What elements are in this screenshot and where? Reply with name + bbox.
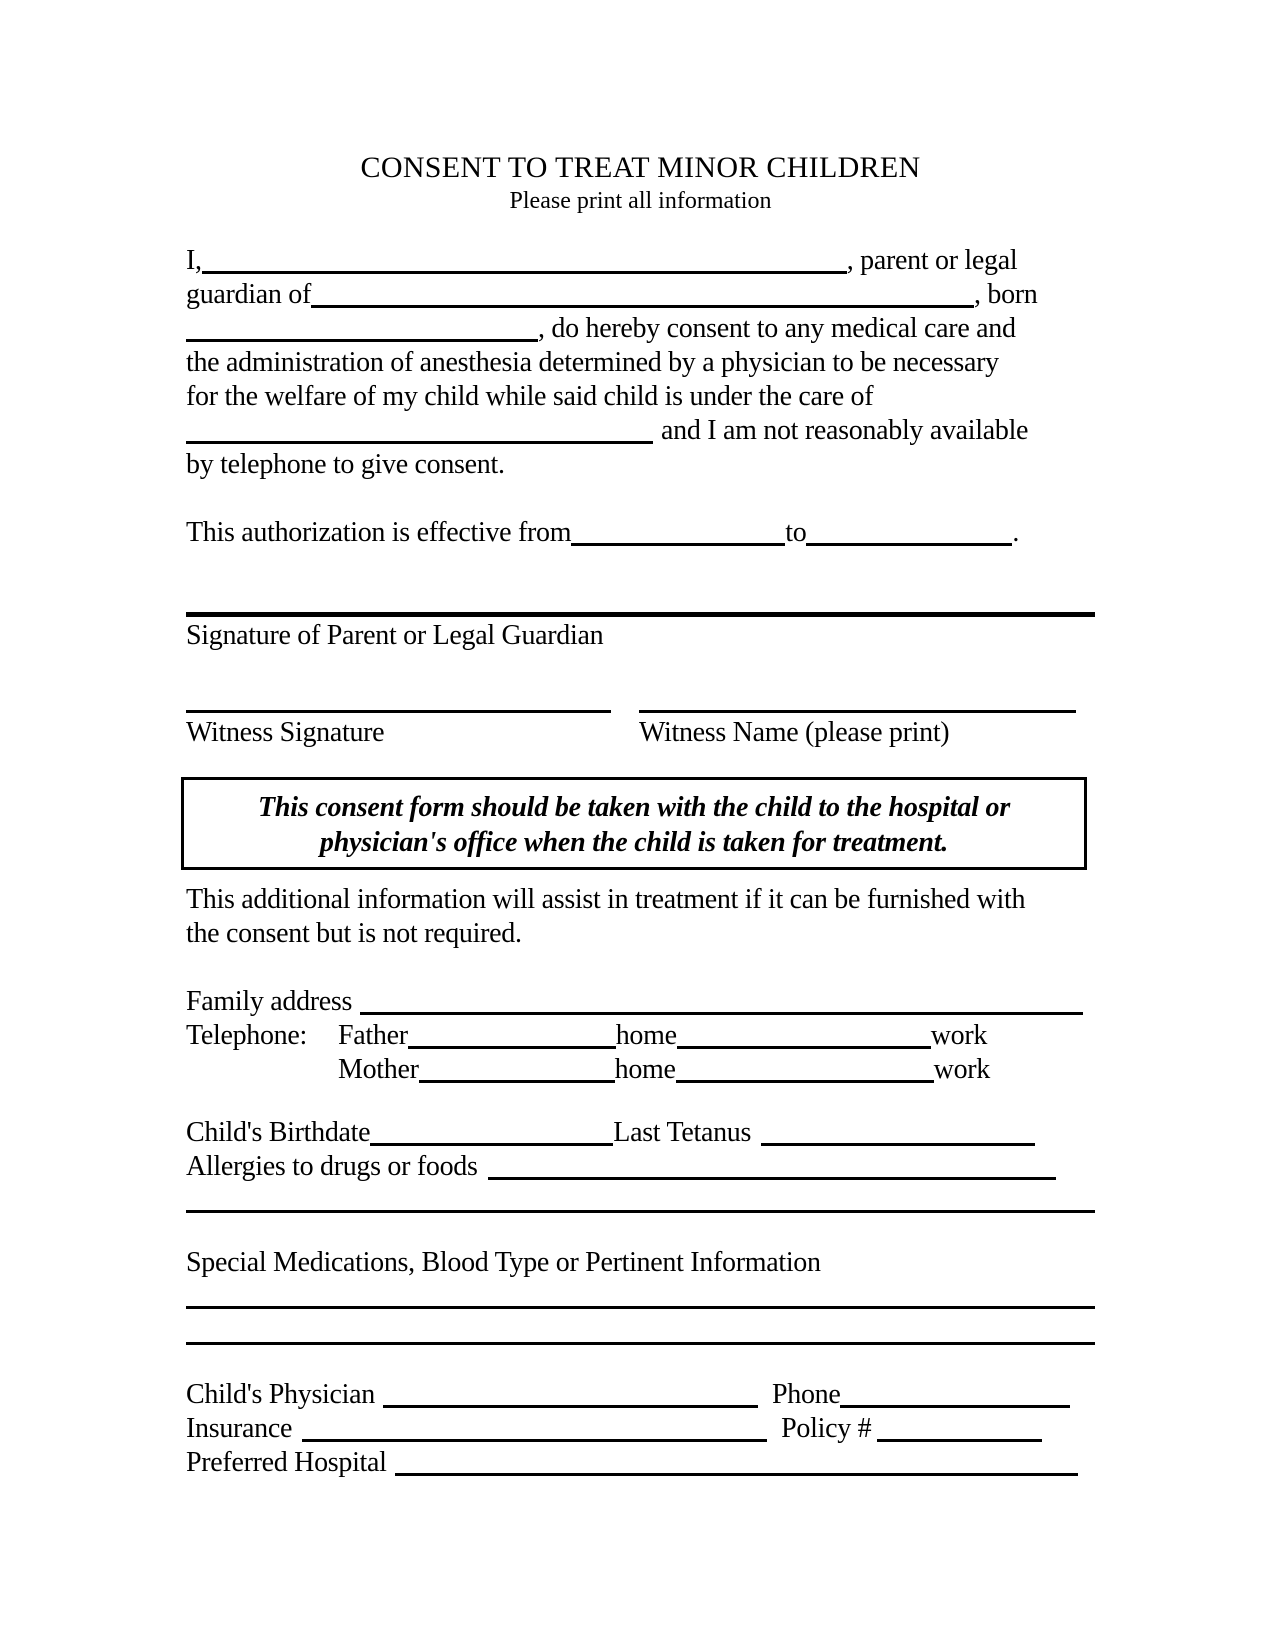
- preferred-hospital-field[interactable]: [395, 1448, 1078, 1476]
- additional-info-intro: [186, 883, 1095, 951]
- special-meds-field-line2[interactable]: [186, 1342, 1095, 1345]
- consent-line-2: [186, 278, 1095, 312]
- intro-line-2: the consent but is not required.: [186, 918, 522, 949]
- effective-from-field[interactable]: [571, 518, 785, 546]
- policy-number-field[interactable]: [877, 1414, 1042, 1442]
- policy-label: Policy #: [781, 1413, 872, 1444]
- mother-work-label: work: [933, 1054, 991, 1085]
- telephone-father-row: [186, 1019, 1095, 1053]
- authorization-period: .: [1012, 517, 1020, 548]
- witness-signature-label: Witness Signature: [186, 717, 385, 748]
- insurance-label: Insurance: [186, 1413, 293, 1444]
- allergies-row: [186, 1150, 1095, 1184]
- form-title: CONSENT TO TREAT MINOR CHILDREN: [360, 151, 921, 184]
- last-tetanus-field[interactable]: [761, 1118, 1035, 1146]
- notice-line-1: This consent form should be taken with the child to the hospital or: [257, 792, 1011, 823]
- authorization-row: [186, 516, 1095, 550]
- special-meds-field-line1[interactable]: [186, 1306, 1095, 1309]
- witness-signature-field[interactable]: [186, 710, 611, 750]
- physician-phone-field[interactable]: [840, 1380, 1070, 1408]
- form-subtitle: Please print all information: [509, 188, 772, 214]
- hospital-label: Preferred Hospital: [186, 1447, 387, 1478]
- authorization-label: This authorization is effective from: [186, 517, 572, 548]
- witness-name-label: Witness Name (please print): [639, 717, 950, 748]
- physician-name-field[interactable]: [383, 1380, 758, 1408]
- mother-work-phone-field[interactable]: [676, 1055, 934, 1083]
- insurance-field[interactable]: [302, 1414, 767, 1442]
- family-address-field[interactable]: [360, 987, 1083, 1015]
- mother-home-phone-field[interactable]: [419, 1055, 615, 1083]
- birthdate-row: [186, 1116, 1095, 1150]
- authorization-to-label: to: [785, 517, 807, 548]
- parent-signature-label: Signature of Parent or Legal Guardian: [186, 620, 604, 651]
- consent-l1-pre: I,: [186, 245, 202, 276]
- intro-line-1: This additional information will assist in treatment if it can be furnished with: [186, 884, 1026, 915]
- witness-row: [186, 710, 1095, 750]
- consent-l2-pre: guardian of: [186, 279, 311, 310]
- caregiver-name-field[interactable]: [186, 416, 653, 444]
- father-work-label: work: [930, 1020, 988, 1051]
- birthdate-label: Child's Birthdate: [186, 1117, 371, 1148]
- consent-paragraph: [186, 244, 1095, 482]
- born-date-field[interactable]: [186, 314, 538, 342]
- witness-name-field[interactable]: [639, 710, 1076, 750]
- consent-line-1: [186, 244, 1095, 278]
- physician-row: [186, 1378, 1095, 1412]
- phone-label: Phone: [771, 1379, 841, 1410]
- effective-to-field[interactable]: [806, 518, 1012, 546]
- consent-l2-post: , born: [973, 279, 1038, 310]
- hospital-row: [186, 1446, 1095, 1480]
- notice-box: [181, 777, 1087, 870]
- last-tetanus-label: Last Tetanus: [613, 1117, 752, 1148]
- consent-line-7: by telephone to give consent.: [186, 449, 505, 480]
- mother-home-label: home: [614, 1054, 676, 1085]
- family-address-label: Family address: [186, 986, 353, 1017]
- consent-line-4: the administration of anesthesia determined by a physician to be necessary: [186, 347, 999, 378]
- consent-l3-post: , do hereby consent to any medical care and: [538, 313, 1016, 344]
- father-home-label: home: [615, 1020, 677, 1051]
- consent-line-6: [186, 414, 1095, 448]
- allergies-field[interactable]: [488, 1152, 1056, 1180]
- notice-line-2: physician's office when the child is taken for treatment.: [319, 827, 949, 858]
- parent-signature-field[interactable]: [186, 612, 1095, 617]
- consent-l1-post: , parent or legal: [846, 245, 1018, 276]
- telephone-mother-row: [186, 1053, 1095, 1087]
- allergies-continuation-field[interactable]: [186, 1210, 1095, 1213]
- allergies-label: Allergies to drugs or foods: [186, 1151, 478, 1182]
- child-birthdate-field[interactable]: [370, 1118, 613, 1146]
- mother-label: Mother: [338, 1054, 419, 1085]
- special-meds-label: Special Medications, Blood Type or Pertinent Information: [186, 1247, 821, 1278]
- parent-name-field[interactable]: [202, 246, 847, 274]
- insurance-row: [186, 1412, 1095, 1446]
- telephone-label: Telephone:: [186, 1020, 307, 1051]
- father-home-phone-field[interactable]: [408, 1021, 616, 1049]
- consent-line-5: for the welfare of my child while said child is under the care of: [186, 381, 874, 412]
- physician-label: Child's Physician: [186, 1379, 375, 1410]
- father-label: Father: [338, 1020, 408, 1051]
- consent-l6-post: and I am not reasonably available: [661, 415, 1029, 446]
- family-address-row: [186, 985, 1095, 1019]
- consent-line-3: [186, 312, 1095, 346]
- father-work-phone-field[interactable]: [677, 1021, 931, 1049]
- child-name-field[interactable]: [311, 280, 974, 308]
